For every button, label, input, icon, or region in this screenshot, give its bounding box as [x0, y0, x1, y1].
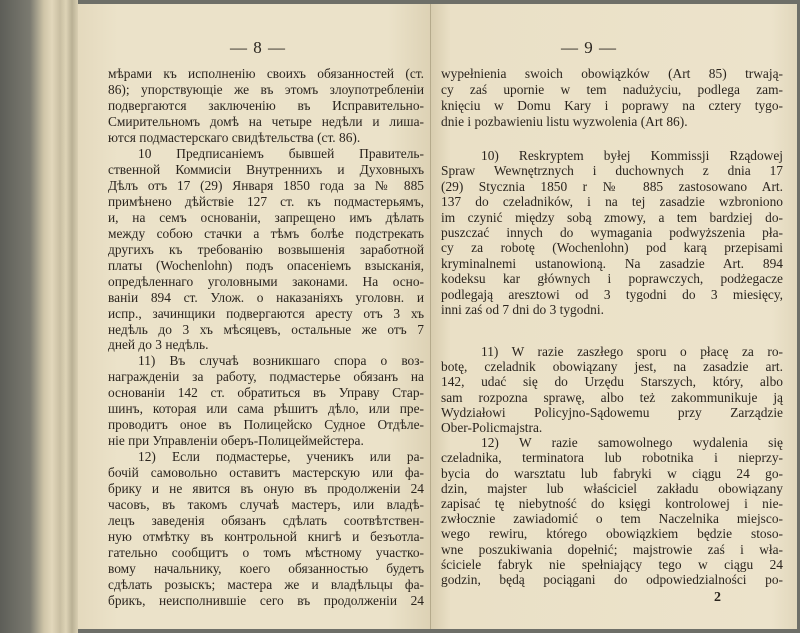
text-line: ніе при Управленіи оберъ-Полицеймейстера. [108, 433, 364, 449]
text-line: (29) Stycznia 1850 r № 885 zastosowano Art. [441, 178, 783, 194]
text-line: другихъ къ требованію возвышенія заработной [108, 241, 424, 257]
text-line: Wydziałowi Policyjno-Sądowemu przy Zarządzie [441, 404, 783, 420]
text-line: мѣрами къ исполненію своихъ обязанностей (ст. [108, 66, 424, 81]
text-line: inni zaś od 7 dni do 3 tygodni. [441, 302, 604, 317]
text-line: wego rewiru, którego obowiązkiem będzie stoso- [441, 526, 783, 542]
text-line: Смирительномъ домѣ на четыре недѣли и лиша- [108, 113, 424, 129]
text-line: botę, czeladnik obowiązany jest, na zasadzie art. [441, 359, 783, 375]
text-line: брикъ, неисполнившіе сего въ продолженіи 24 [108, 593, 424, 608]
text-line: godzin, będą pociągani do odpowiedzialności po- [441, 572, 783, 587]
text-line: ваніи 894 ст. Улож. о наказаніяхъ уголовн. и [108, 289, 424, 305]
text-line: knięciu w Domu Kary i poprawy na cztery tygo- [441, 98, 783, 113]
text-line: 12) W razie samowolnego wydalenia się [481, 435, 783, 451]
text-line: im czynić między sobą zmowy, a tem bardziej do- [441, 209, 783, 225]
page-number-8: — 8 — [230, 38, 286, 57]
text-line: cy za robotę (Wochenlohn) pod karą przepisami [441, 240, 783, 256]
page-stack-edge [0, 0, 78, 633]
text-line: опредѣленнаго уголовными законами. На осно- [108, 273, 424, 289]
text-line: 137 do czeladników, i na tej zasadzie wzbroniono [441, 194, 783, 210]
text-line: ную отмѣтку въ контрольной книгѣ и безъотла- [108, 529, 424, 545]
page-number-9: — 9 — [561, 38, 617, 57]
text-line: Spraw Wewnętrznych i duchownych z dnia 17 [441, 163, 783, 179]
text-line: сдѣлать розыскъ; мастера же и владѣльцы фа- [108, 577, 424, 593]
text-line: sam rozpozna sprawę, albo też zakommunikuje ją [441, 389, 783, 405]
text-line: лецъ заведенія обязанъ сдѣлать соотвѣтствен- [108, 513, 424, 529]
text-line: puszczać innych do wymagania podwyższenia pła- [441, 225, 783, 240]
text-line: ственной Коммисіи Внутреннихъ и Духовныхъ [108, 161, 424, 177]
text-line: дней до 3 недѣль. [108, 337, 209, 353]
text-line: недѣль до 3 хъ мѣсяцевъ, остальные же отъ 7 [108, 321, 424, 337]
text-line: Ober-Policmajstra. [441, 420, 543, 435]
text-line: 142, udać się do Urzędu Starszych, który, albo [441, 374, 783, 390]
text-line: 10 Предписаніемъ бывшей Правитель- [138, 145, 424, 161]
text-line: между собою стачки а тѣмъ болѣе подстрекать [108, 225, 424, 241]
text-line: шинъ, которая или сама рѣшитъ дѣло, или пре- [108, 401, 424, 417]
text-line: часовъ, въ такомъ случаѣ мастеръ, или владѣ- [108, 497, 424, 513]
text-line: Дѣлъ отъ 17 (29) Января 1850 года за № 885 [108, 177, 424, 193]
text-line: kodeksu kar głównych i poprawczych, podżegacze [441, 271, 783, 287]
text-line: 12) Если подмастерье, ученикъ или ра- [138, 449, 424, 465]
text-line: испр., зачинщики подвергаются аресту отъ 3 хъ [108, 305, 424, 321]
text-line: podlegają aresztowi od 3 tygodni do 3 miesięcy, [441, 286, 783, 302]
text-line: проводитъ оное въ Полицейско Судное Отдѣле- [108, 417, 424, 433]
text-line: подвергаются заключенію въ Исправительно- [108, 97, 424, 113]
text-line: zapisać tę niebytność do księgi kontrolowej i nie- [441, 496, 783, 511]
signature-mark: 2 [714, 590, 721, 605]
text-line: cy zaś upornie w tem nadużyciu, podlega zam- [441, 82, 783, 97]
text-line: брику и не явится въ оную въ продолженіи 24 [108, 481, 424, 497]
text-line: и, на семъ основаніи, запрещено имъ дѣлать [108, 209, 424, 225]
text-line: платы (Wochenlohn) подъ опасеніемъ взысканія, [108, 257, 424, 273]
right-page [430, 4, 797, 629]
text-line: основаніи 142 ст. обратиться въ Управу Стар- [108, 385, 424, 401]
text-line: награжденіи за работу, подмастерье обязанъ на [108, 369, 424, 385]
text-line: ściciele fabryk nie spełniający tego w ciągu 24 [441, 556, 783, 572]
text-line: 11) Въ случаѣ возникшаго спора о воз- [138, 353, 424, 369]
text-line: 86); упорствующіе же въ этомъ злоупотребленіи [108, 81, 424, 97]
text-line: 11) W razie zaszłego sporu o płacę za ro- [481, 344, 783, 359]
text-line: dnie i pozbawieniu listu wyzwolenia (Art 86). [441, 114, 688, 129]
text-line: kryminalnemi ustanowioną. Na zasadzie Art. 894 [441, 255, 783, 271]
text-line: bycia do warsztatu lub fabryki w ciągu 24 go- [441, 465, 783, 481]
text-line: вому начальнику, коего обязанностью будетъ [108, 561, 424, 577]
text-line: zwłocznie zawiadomić o tem Naczelnika miejsco- [441, 511, 783, 527]
text-line: примѣнено дѣйствіе 127 ст. къ подмастерьямъ, [108, 193, 424, 209]
text-line: czeladnika, terminatora lub robotnika i nieprzy- [441, 450, 783, 466]
text-line: wne poszukiwania dopełnić; majstrowie zaś i wła- [441, 541, 783, 557]
text-line: dzin, majster lub właściciel zakładu obowiązany [441, 480, 783, 496]
text-line: ются подмастерскаго свидѣтельства (ст. 86). [108, 129, 361, 145]
text-line: wypełnienia swoich obowiązków (Art 85) trwają- [441, 66, 783, 81]
text-line: 10) Reskryptem byłej Kommissji Rządowej [481, 148, 783, 163]
text-line: бочій самовольно оставитъ мастерскую или фа- [108, 465, 424, 481]
text-line: гательно сообщитъ о томъ мѣстному участко- [108, 545, 424, 561]
left-page [78, 4, 430, 629]
